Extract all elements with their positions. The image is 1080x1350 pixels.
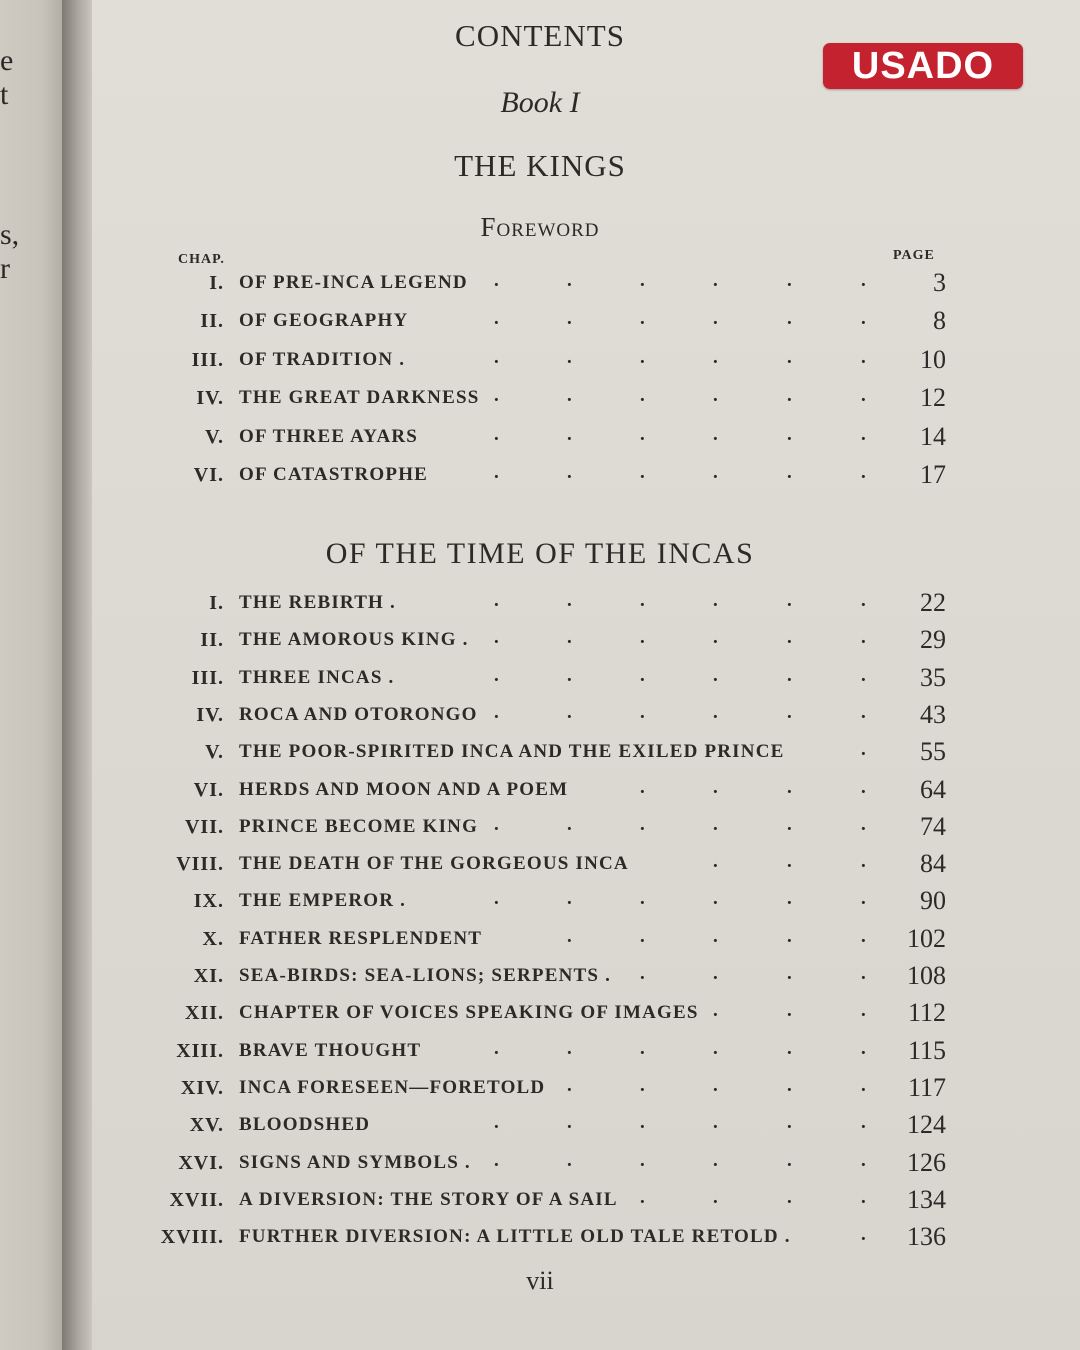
leader-dot: . xyxy=(713,888,718,909)
chapter-title: FATHER RESPLENDENT xyxy=(239,928,483,949)
chapter-title: THE GREAT DARKNESS xyxy=(239,387,480,408)
facing-page-fragment: r xyxy=(0,252,10,285)
leader-dot: . xyxy=(787,1038,792,1059)
leader-dot: . xyxy=(861,308,866,329)
chapter-title: OF GEOGRAPHY xyxy=(239,310,409,331)
leader-dot: . xyxy=(713,1187,718,1208)
chapter-title: BRAVE THOUGHT xyxy=(239,1040,422,1061)
chapter-title: THE AMOROUS KING . xyxy=(239,629,469,650)
leader-dot: . xyxy=(713,702,718,723)
leader-dot: . xyxy=(787,777,792,798)
chapter-number: XVIII. xyxy=(160,1226,224,1248)
chapter-number: III. xyxy=(191,349,224,371)
leader-dot: . xyxy=(494,1038,499,1059)
chapter-page-number: 35 xyxy=(920,663,946,692)
leader-dot: . xyxy=(787,462,792,483)
toc-row xyxy=(0,924,1080,958)
chapter-page-number: 17 xyxy=(920,460,946,489)
chapter-number: IX. xyxy=(193,890,224,912)
chapter-title: BLOODSHED xyxy=(239,1114,371,1135)
leader-dot: . xyxy=(640,814,645,835)
leader-dot: . xyxy=(787,590,792,611)
chapter-number: VII. xyxy=(184,816,224,838)
chapter-page-number: 29 xyxy=(920,625,946,654)
chapter-number: I. xyxy=(209,272,224,294)
leader-dot: . xyxy=(567,347,572,368)
chapter-number: II. xyxy=(200,629,224,651)
leader-dot: . xyxy=(787,702,792,723)
leader-dot: . xyxy=(494,590,499,611)
facing-page-fragment: s, xyxy=(0,218,20,251)
chapter-title: FURTHER DIVERSION: A LITTLE OLD TALE RETOLD . xyxy=(239,1226,791,1247)
toc-row xyxy=(0,775,1080,809)
leader-dot: . xyxy=(494,814,499,835)
toc-row xyxy=(0,625,1080,659)
chap-column-label: CHAP. xyxy=(178,252,225,267)
leader-dot: . xyxy=(861,590,866,611)
leader-dot: . xyxy=(713,814,718,835)
chapter-page-number: 84 xyxy=(920,849,946,878)
contents-heading: CONTENTS xyxy=(455,18,625,53)
chapter-title: INCA FORESEEN—FORETOLD xyxy=(239,1077,546,1098)
leader-dot: . xyxy=(567,590,572,611)
leader-dot: . xyxy=(861,1224,866,1245)
leader-dot: . xyxy=(713,926,718,947)
leader-dot: . xyxy=(787,1000,792,1021)
chapter-number: V. xyxy=(205,741,224,763)
chapter-page-number: 64 xyxy=(920,775,946,804)
chapter-number: VIII. xyxy=(176,853,224,875)
leader-dot: . xyxy=(713,665,718,686)
leader-dot: . xyxy=(640,1075,645,1096)
chapter-title: HERDS AND MOON AND A POEM xyxy=(239,779,569,800)
leader-dot: . xyxy=(861,739,866,760)
toc-row xyxy=(0,961,1080,995)
chapter-page-number: 10 xyxy=(920,345,946,374)
chapter-page-number: 112 xyxy=(907,998,946,1027)
toc-row xyxy=(0,1222,1080,1256)
toc-row xyxy=(0,460,1080,494)
section-heading-incas: OF THE TIME OF THE INCAS xyxy=(325,537,755,570)
chapter-page-number: 102 xyxy=(907,924,946,953)
leader-dot: . xyxy=(861,347,866,368)
chapter-title: OF CATASTROPHE xyxy=(239,464,429,485)
toc-row xyxy=(0,737,1080,771)
toc-row xyxy=(0,422,1080,456)
chapter-page-number: 43 xyxy=(920,700,946,729)
toc-row xyxy=(0,1036,1080,1070)
leader-dot: . xyxy=(861,814,866,835)
leader-dot: . xyxy=(494,308,499,329)
leader-dot: . xyxy=(567,424,572,445)
toc-row xyxy=(0,886,1080,920)
foreword-heading: Foreword xyxy=(480,212,600,242)
leader-dot: . xyxy=(640,1187,645,1208)
chapter-title: SEA-BIRDS: SEA-LIONS; SERPENTS . xyxy=(239,965,612,986)
chapter-page-number: 115 xyxy=(907,1036,946,1065)
leader-dot: . xyxy=(494,347,499,368)
leader-dot: . xyxy=(640,308,645,329)
leader-dot: . xyxy=(787,963,792,984)
leader-dot: . xyxy=(640,888,645,909)
leader-dot: . xyxy=(787,270,792,291)
chapter-page-number: 74 xyxy=(920,812,946,841)
chapter-title: OF PRE-INCA LEGEND xyxy=(239,272,468,293)
leader-dot: . xyxy=(787,851,792,872)
leader-dot: . xyxy=(713,385,718,406)
leader-dot: . xyxy=(861,665,866,686)
chapter-page-number: 126 xyxy=(907,1148,946,1177)
leader-dot: . xyxy=(713,347,718,368)
leader-dot: . xyxy=(861,1112,866,1133)
leader-dot: . xyxy=(713,462,718,483)
chapter-title: OF THREE AYARS xyxy=(239,426,419,447)
toc-row xyxy=(0,306,1080,340)
leader-dot: . xyxy=(640,424,645,445)
leader-dot: . xyxy=(787,1150,792,1171)
chapter-page-number: 124 xyxy=(907,1110,946,1139)
chapter-number: I. xyxy=(209,592,224,614)
leader-dot: . xyxy=(713,777,718,798)
leader-dot: . xyxy=(567,888,572,909)
leader-dot: . xyxy=(861,627,866,648)
chapter-number: VI. xyxy=(193,464,224,486)
leader-dot: . xyxy=(640,665,645,686)
leader-dot: . xyxy=(640,702,645,723)
leader-dot: . xyxy=(787,665,792,686)
leader-dot: . xyxy=(713,627,718,648)
leader-dot: . xyxy=(494,270,499,291)
chapter-number: XV. xyxy=(189,1114,224,1136)
toc-row xyxy=(0,700,1080,734)
toc-row xyxy=(0,1148,1080,1182)
leader-dot: . xyxy=(861,702,866,723)
chapter-number: XIV. xyxy=(180,1077,224,1099)
chapter-page-number: 117 xyxy=(907,1073,946,1102)
toc-row xyxy=(0,383,1080,417)
leader-dot: . xyxy=(861,1187,866,1208)
leader-dot: . xyxy=(567,385,572,406)
leader-dot: . xyxy=(861,270,866,291)
chapter-number: XII. xyxy=(184,1002,224,1024)
leader-dot: . xyxy=(567,308,572,329)
leader-dot: . xyxy=(640,1112,645,1133)
page-folio: vii xyxy=(526,1266,554,1295)
leader-dot: . xyxy=(640,963,645,984)
facing-page-fragment: e xyxy=(0,44,14,77)
leader-dot: . xyxy=(640,270,645,291)
chapter-page-number: 12 xyxy=(920,383,946,412)
chapter-number: XVII. xyxy=(169,1189,224,1211)
chapter-title: CHAPTER OF VOICES SPEAKING OF IMAGES xyxy=(239,1002,699,1023)
chapter-title: THE POOR-SPIRITED INCA AND THE EXILED PRINCE xyxy=(239,741,785,762)
chapter-number: XIII. xyxy=(176,1040,224,1062)
leader-dot: . xyxy=(861,1075,866,1096)
leader-dot: . xyxy=(787,308,792,329)
leader-dot: . xyxy=(567,1038,572,1059)
leader-dot: . xyxy=(787,1187,792,1208)
leader-dot: . xyxy=(567,702,572,723)
leader-dot: . xyxy=(640,1150,645,1171)
section-heading-kings: THE KINGS xyxy=(454,148,626,183)
leader-dot: . xyxy=(494,702,499,723)
leader-dot: . xyxy=(494,1150,499,1171)
leader-dot: . xyxy=(713,1075,718,1096)
leader-dot: . xyxy=(640,347,645,368)
toc-row xyxy=(0,1110,1080,1144)
leader-dot: . xyxy=(861,926,866,947)
leader-dot: . xyxy=(861,385,866,406)
chapter-page-number: 108 xyxy=(907,961,946,990)
leader-dot: . xyxy=(640,926,645,947)
chapter-page-number: 3 xyxy=(933,268,946,297)
leader-dot: . xyxy=(713,308,718,329)
chapter-title: SIGNS AND SYMBOLS . xyxy=(239,1152,471,1173)
leader-dot: . xyxy=(713,1150,718,1171)
leader-dot: . xyxy=(713,590,718,611)
leader-dot: . xyxy=(861,1150,866,1171)
leader-dot: . xyxy=(787,814,792,835)
leader-dot: . xyxy=(567,1112,572,1133)
leader-dot: . xyxy=(861,777,866,798)
leader-dot: . xyxy=(640,385,645,406)
leader-dot: . xyxy=(494,424,499,445)
leader-dot: . xyxy=(787,1075,792,1096)
leader-dot: . xyxy=(787,1112,792,1133)
leader-dot: . xyxy=(861,462,866,483)
chapter-number: XI. xyxy=(193,965,224,987)
toc-row xyxy=(0,849,1080,883)
facing-page-fragment: t xyxy=(0,78,9,111)
chapter-number: III. xyxy=(191,667,224,689)
leader-dot: . xyxy=(494,462,499,483)
chapter-title: A DIVERSION: THE STORY OF A SAIL xyxy=(239,1189,618,1210)
leader-dot: . xyxy=(567,270,572,291)
chapter-number: II. xyxy=(200,310,224,332)
leader-dot: . xyxy=(787,385,792,406)
leader-dot: . xyxy=(861,1038,866,1059)
leader-dot: . xyxy=(861,963,866,984)
leader-dot: . xyxy=(494,627,499,648)
leader-dot: . xyxy=(640,462,645,483)
leader-dot: . xyxy=(494,1112,499,1133)
chapter-page-number: 22 xyxy=(920,588,946,617)
leader-dot: . xyxy=(567,627,572,648)
chapter-number: IV. xyxy=(196,704,224,726)
toc-row xyxy=(0,268,1080,302)
toc-row xyxy=(0,1185,1080,1219)
leader-dot: . xyxy=(640,590,645,611)
leader-dot: . xyxy=(713,1000,718,1021)
used-badge: USADO xyxy=(823,43,1023,89)
leader-dot: . xyxy=(567,926,572,947)
leader-dot: . xyxy=(494,385,499,406)
leader-dot: . xyxy=(567,665,572,686)
leader-dot: . xyxy=(713,424,718,445)
leader-dot: . xyxy=(713,1038,718,1059)
leader-dot: . xyxy=(861,851,866,872)
leader-dot: . xyxy=(713,963,718,984)
leader-dot: . xyxy=(640,1038,645,1059)
chapter-title: ROCA AND OTORONGO xyxy=(239,704,478,725)
leader-dot: . xyxy=(567,1075,572,1096)
toc-row xyxy=(0,345,1080,379)
chapter-title: OF TRADITION . xyxy=(239,349,406,370)
leader-dot: . xyxy=(567,1150,572,1171)
leader-dot: . xyxy=(494,665,499,686)
leader-dot: . xyxy=(861,1000,866,1021)
toc-row xyxy=(0,588,1080,622)
chapter-page-number: 8 xyxy=(933,306,946,335)
leader-dot: . xyxy=(640,777,645,798)
leader-dot: . xyxy=(787,627,792,648)
leader-dot: . xyxy=(861,888,866,909)
leader-dot: . xyxy=(787,888,792,909)
leader-dot: . xyxy=(640,627,645,648)
toc-row xyxy=(0,998,1080,1032)
chapter-title: THE REBIRTH . xyxy=(239,592,396,613)
leader-dot: . xyxy=(567,814,572,835)
leader-dot: . xyxy=(713,270,718,291)
chapter-page-number: 14 xyxy=(920,422,946,451)
chapter-title: THE EMPEROR . xyxy=(239,890,407,911)
chapter-page-number: 90 xyxy=(920,886,946,915)
chapter-number: XVI. xyxy=(178,1152,224,1174)
leader-dot: . xyxy=(713,851,718,872)
chapter-title: PRINCE BECOME KING xyxy=(239,816,479,837)
leader-dot: . xyxy=(494,888,499,909)
leader-dot: . xyxy=(787,347,792,368)
leader-dot: . xyxy=(787,424,792,445)
chapter-title: THREE INCAS . xyxy=(239,667,395,688)
leader-dot: . xyxy=(567,462,572,483)
chapter-number: VI. xyxy=(193,779,224,801)
toc-row xyxy=(0,1073,1080,1107)
leader-dot: . xyxy=(787,926,792,947)
toc-row xyxy=(0,812,1080,846)
chapter-page-number: 134 xyxy=(907,1185,946,1214)
leader-dot: . xyxy=(713,1112,718,1133)
chapter-title: THE DEATH OF THE GORGEOUS INCA xyxy=(239,853,629,874)
toc-row xyxy=(0,663,1080,697)
chapter-number: X. xyxy=(202,928,224,950)
book-heading: Book I xyxy=(500,86,580,119)
chapter-number: IV. xyxy=(196,387,224,409)
chapter-page-number: 55 xyxy=(920,737,946,766)
leader-dot: . xyxy=(861,424,866,445)
chapter-number: V. xyxy=(205,426,224,448)
chapter-page-number: 136 xyxy=(907,1222,946,1251)
page-column-label: PAGE xyxy=(893,248,935,263)
